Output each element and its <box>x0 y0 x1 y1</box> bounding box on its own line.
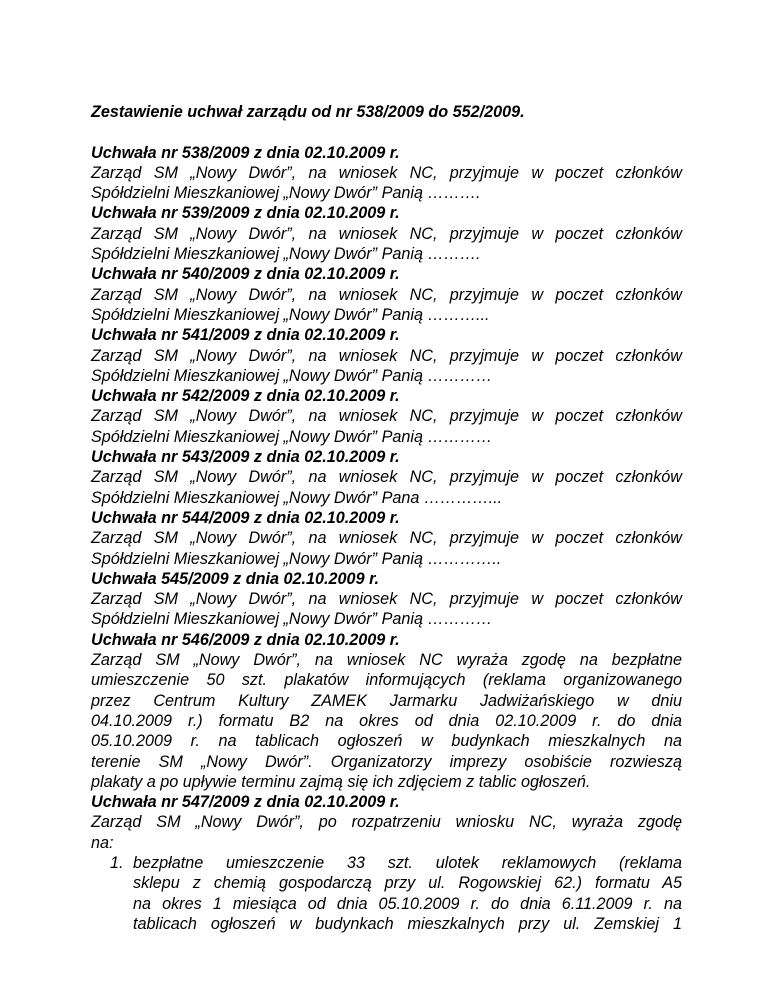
resolution-heading: Uchwała nr 543/2009 z dnia 02.10.2009 r. <box>91 448 400 467</box>
resolution-block <box>91 569 682 630</box>
resolution-text-line: Zarząd SM „Nowy Dwór”, na wniosek NC, przyjmuje w poczet członków <box>91 224 682 243</box>
resolution-text-line: Zarząd SM „Nowy Dwór”, na wniosek NC, przyjmuje w poczet członków <box>91 468 682 487</box>
resolution-block <box>91 508 682 569</box>
document-title: Zestawienie uchwał zarządu od nr 538/2009 do 552/2009. <box>91 103 525 121</box>
resolution-heading: Uchwała nr 541/2009 z dnia 02.10.2009 r. <box>91 326 400 345</box>
resolution-text-line: Spółdzielni Mieszkaniowej „Nowy Dwór” Panią ………. <box>91 184 481 203</box>
list-item-text-line: sklepu z chemią gospodarczą przy ul. Rogowskiej 62.) formatu A5 <box>133 874 682 893</box>
resolution-text-line: Spółdzielni Mieszkaniowej „Nowy Dwór” Pana …………... <box>91 488 503 507</box>
resolution-heading: Uchwała nr 546/2009 z dnia 02.10.2009 r. <box>91 630 400 649</box>
resolution-text-line: terenie SM „Nowy Dwór”. Organizatorzy imprezy osobiście rozwieszą <box>91 752 682 771</box>
resolution-text-line: Spółdzielni Mieszkaniowej „Nowy Dwór” Panią ………… <box>91 427 493 446</box>
resolution-text-line: 05.10.2009 r. na tablicach ogłoszeń w budynkach mieszkalnych na <box>91 732 682 751</box>
resolution-heading: Uchwała nr 539/2009 z dnia 02.10.2009 r. <box>91 204 400 223</box>
resolution-heading: Uchwała nr 542/2009 z dnia 02.10.2009 r. <box>91 387 400 406</box>
resolution-block <box>91 143 682 204</box>
resolution-heading: Uchwała nr 540/2009 z dnia 02.10.2009 r. <box>91 265 400 284</box>
blank-line <box>91 122 682 142</box>
resolution-text-line: Zarząd SM „Nowy Dwór”, na wniosek NC, przyjmuje w poczet członków <box>91 346 682 365</box>
resolution-block <box>91 264 682 325</box>
numbered-list-item <box>91 853 682 934</box>
resolution-heading: Uchwała nr 544/2009 z dnia 02.10.2009 r. <box>91 508 400 527</box>
resolution-heading: Uchwała nr 538/2009 z dnia 02.10.2009 r. <box>91 143 400 162</box>
resolution-text-line: Zarząd SM „Nowy Dwór”, na wniosek NC, przyjmuje w poczet członków <box>91 163 682 182</box>
resolution-text-line: na: <box>91 833 114 852</box>
document-page <box>91 102 682 934</box>
resolution-block <box>91 792 682 934</box>
resolutions-list <box>91 143 682 935</box>
resolution-block <box>91 325 682 386</box>
list-item-text-line: bezpłatne umieszczenie 33 szt. ulotek reklamowych (reklama <box>133 853 682 872</box>
resolution-text-line: Spółdzielni Mieszkaniowej „Nowy Dwór” Panią ………….. <box>91 549 502 568</box>
resolution-text-line: plakaty a po upływie terminu zajmą się ich zdjęciem z tablic ogłoszeń. <box>91 772 591 791</box>
resolution-text-line: Spółdzielni Mieszkaniowej „Nowy Dwór” Panią ………… <box>91 610 493 629</box>
resolution-text-line: Spółdzielni Mieszkaniowej „Nowy Dwór” Panią ………... <box>91 305 490 324</box>
resolution-text-line: przez Centrum Kultury ZAMEK Jarmarku Jadwiżańskiego w dniu <box>91 691 682 710</box>
resolution-text-line: Spółdzielni Mieszkaniowej „Nowy Dwór” Panią ………… <box>91 366 493 385</box>
resolution-block <box>91 447 682 508</box>
resolution-text-line: Spółdzielni Mieszkaniowej „Nowy Dwór” Panią ………. <box>91 245 481 264</box>
list-item-number: 1. <box>110 853 124 872</box>
list-item-text-line: na okres 1 miesiąca od dnia 05.10.2009 r. do dnia 6.11.2009 r. na <box>133 894 682 913</box>
resolution-text-line: Zarząd SM „Nowy Dwór”, na wniosek NC, przyjmuje w poczet członków <box>91 529 682 548</box>
resolution-text-line: Zarząd SM „Nowy Dwór”, na wniosek NC wyraża zgodę na bezpłatne <box>91 651 682 670</box>
resolution-block <box>91 386 682 447</box>
resolution-heading: Uchwała 545/2009 z dnia 02.10.2009 r. <box>91 569 379 588</box>
resolution-text-line: 04.10.2009 r.) formatu B2 na okres od dnia 02.10.2009 r. do dnia <box>91 711 682 730</box>
resolution-text-line: Zarząd SM „Nowy Dwór”, na wniosek NC, przyjmuje w poczet członków <box>91 590 682 609</box>
resolution-heading: Uchwała nr 547/2009 z dnia 02.10.2009 r. <box>91 793 400 812</box>
list-item-text-line: tablicach ogłoszeń w budynkach mieszkalnych przy ul. Zemskiej 1 <box>133 914 682 933</box>
resolution-text-line: Zarząd SM „Nowy Dwór”, na wniosek NC, przyjmuje w poczet członków <box>91 407 682 426</box>
resolution-text-line: Zarząd SM „Nowy Dwór”, po rozpatrzeniu wniosku NC, wyraża zgodę <box>91 813 682 832</box>
resolution-block <box>91 203 682 264</box>
resolution-text-line: umieszczenie 50 szt. plakatów informujących (reklama organizowanego <box>91 671 682 690</box>
resolution-text-line: Zarząd SM „Nowy Dwór”, na wniosek NC, przyjmuje w poczet członków <box>91 285 682 304</box>
resolution-block <box>91 630 682 792</box>
